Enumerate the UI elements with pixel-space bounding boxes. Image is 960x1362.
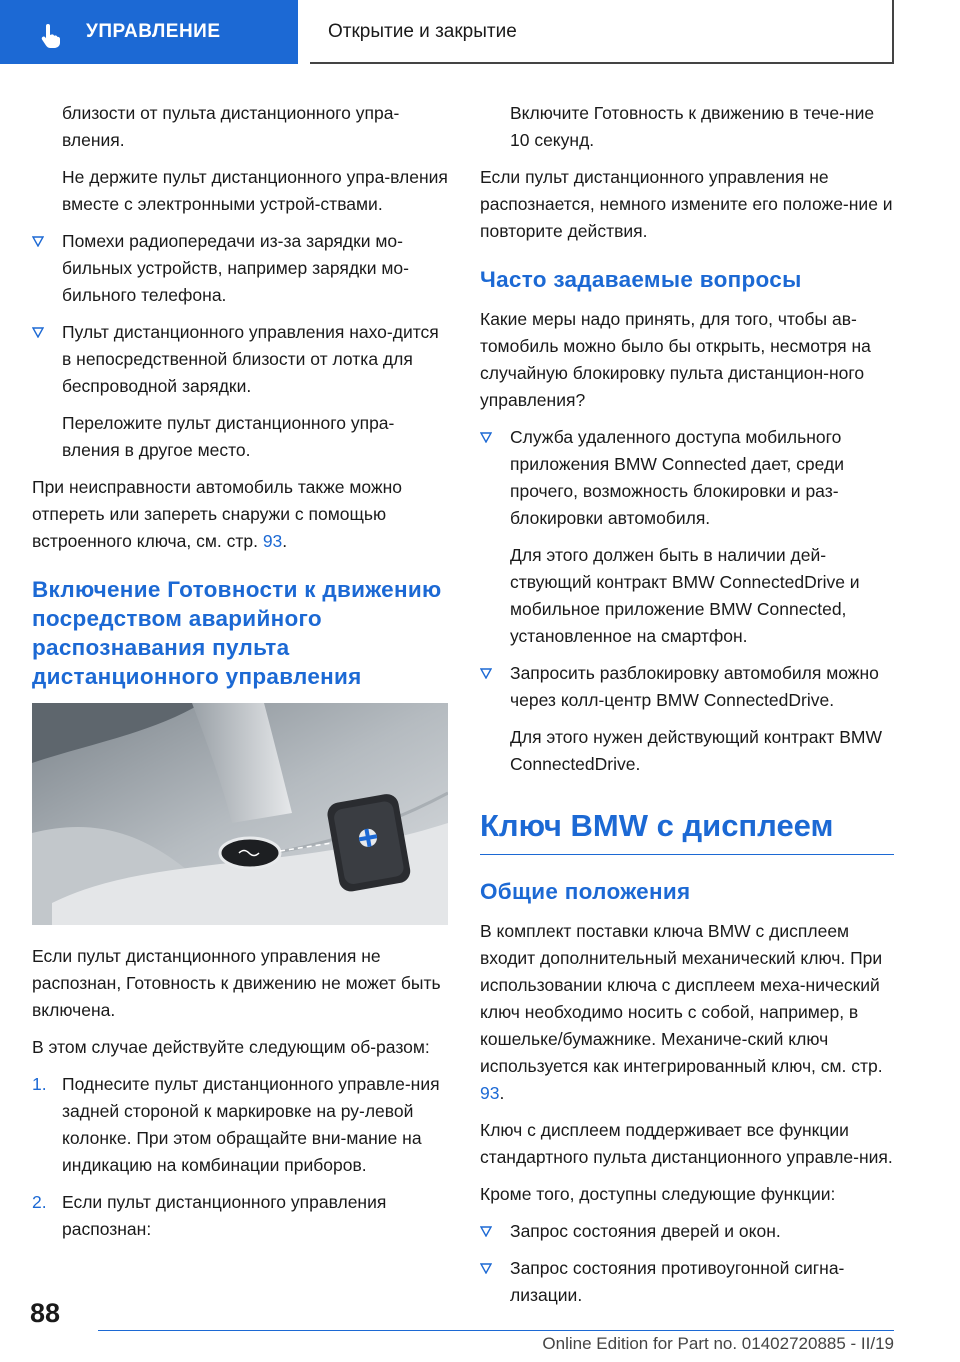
- faq-heading: Часто задаваемые вопросы: [480, 267, 802, 292]
- list-item-text: Запрос состояния противоугонной сигна-лизации.: [510, 1258, 845, 1305]
- illustration-image: [32, 703, 448, 925]
- list-item: [32, 228, 448, 309]
- footer-divider: [98, 1330, 894, 1331]
- section-heading: Включение Готовности к движению посредством аварийного распознавания пульта дистанционного управления: [32, 577, 442, 689]
- list-item-subtext: Для этого должен быть в наличии дей-ствующий контракт BMW ConnectedDrive и мобильное приложение BMW Connected, установленное на смартфон.: [510, 545, 860, 646]
- triangle-bullet-icon: [480, 660, 502, 687]
- step-number: 2.: [32, 1192, 47, 1212]
- paragraph: близости от пульта дистанционного упра-вления.: [62, 103, 400, 150]
- list-item-subtext: Для этого нужен действующий контракт BMW ConnectedDrive.: [510, 727, 882, 774]
- paragraph: При неисправности автомобиль также можно отпереть или запереть снаружи с помощью встроенного ключа, см. стр. 93.: [32, 477, 403, 551]
- page-header: [0, 0, 960, 66]
- page-reference-link[interactable]: 93: [480, 1083, 500, 1103]
- sub-heading: Общие положения: [480, 879, 691, 904]
- chapter-tab[interactable]: [0, 0, 298, 64]
- page-number: 88: [30, 1298, 61, 1328]
- numbered-step: [32, 1189, 448, 1243]
- section-box: [310, 0, 894, 64]
- paragraph: В этом случае действуйте следующим об-разом:: [32, 1037, 430, 1057]
- triangle-bullet-icon: [32, 228, 54, 255]
- paragraph: Кроме того, доступны следующие функции:: [480, 1184, 836, 1204]
- triangle-bullet-icon: [480, 1218, 502, 1245]
- paragraph: Не держите пульт дистанционного упра-вления вместе с электронными устрой-ствами.: [62, 167, 448, 214]
- paragraph: Если пульт дистанционного управления не распознан, Готовность к движению не может быть включена.: [32, 946, 441, 1020]
- steering-column-illustration: [32, 703, 448, 925]
- section-title: Открытие и закрытие: [328, 21, 517, 42]
- paragraph: Если пульт дистанционного управления не распознается, немного измените его положе-ние и повторите действия.: [480, 167, 893, 241]
- list-item-text: Запрос состояния дверей и окон.: [510, 1221, 781, 1241]
- list-item: [480, 660, 894, 778]
- list-item-text: Помехи радиопередачи из-за зарядки мо-бильных устройств, например зарядки мо-бильного телефона.: [62, 231, 409, 305]
- paragraph: Какие меры надо принять, для того, чтобы ав-томобиль можно было бы открыть, несмотря на случайную блокировку пульта дистанцион-ного управления?: [480, 309, 871, 410]
- paragraph: Ключ с дисплеем поддерживает все функции стандартного пульта дистанционного управле-ния.: [480, 1120, 893, 1167]
- triangle-bullet-icon: [480, 424, 502, 451]
- list-item: [480, 1255, 894, 1309]
- hand-pointer-icon: [36, 22, 64, 50]
- list-item-subtext: Переложите пульт дистанционного упра-вления в другое место.: [62, 413, 395, 460]
- paragraph: Включите Готовность к движению в тече-ние 10 секунд.: [510, 103, 875, 150]
- list-item-text: Служба удаленного доступа мобильного приложения BMW Connected дает, среди прочего, возможность блокировки и раз-блокировки автомобиля.: [510, 427, 844, 528]
- numbered-step: [32, 1071, 448, 1179]
- list-item: [480, 424, 894, 650]
- list-item: [480, 1218, 894, 1245]
- right-column: [480, 100, 894, 1319]
- left-column: [32, 100, 448, 1253]
- page-reference-link[interactable]: 93: [262, 531, 283, 551]
- triangle-bullet-icon: [32, 319, 54, 346]
- triangle-bullet-icon: [480, 1255, 502, 1282]
- list-item: [32, 319, 448, 464]
- main-heading: Ключ BMW с дисплеем: [480, 806, 894, 855]
- list-item-text: Пульт дистанционного управления нахо-дится в непосредственной близости от лотка для беспроводной зарядки.: [62, 322, 439, 396]
- list-item-text: Запросить разблокировку автомобиля можно через колл-центр BMW ConnectedDrive.: [510, 663, 879, 710]
- step-number: 1.: [32, 1074, 47, 1094]
- step-text: Если пульт дистанционного управления распознан:: [62, 1192, 387, 1239]
- paragraph: В комплект поставки ключа BMW с дисплеем входит дополнительный механический ключ. При использовании ключа с дисплеем меха-нический ключ необходимо носить с собой, например, в кошельке/бумажнике. Механиче-ский ключ используется как интегрированный ключ, см. стр. 93.: [480, 921, 883, 1103]
- step-text: Поднесите пульт дистанционного управле-ния задней стороной к маркировке на ру-левой колонке. При этом обращайте вни-мание на индикацию на комбинации приборов.: [62, 1074, 440, 1175]
- chapter-title: УПРАВЛЕНИЕ: [86, 21, 221, 42]
- footer-edition: Online Edition for Part no. 01402720885 - II/19: [542, 1334, 894, 1353]
